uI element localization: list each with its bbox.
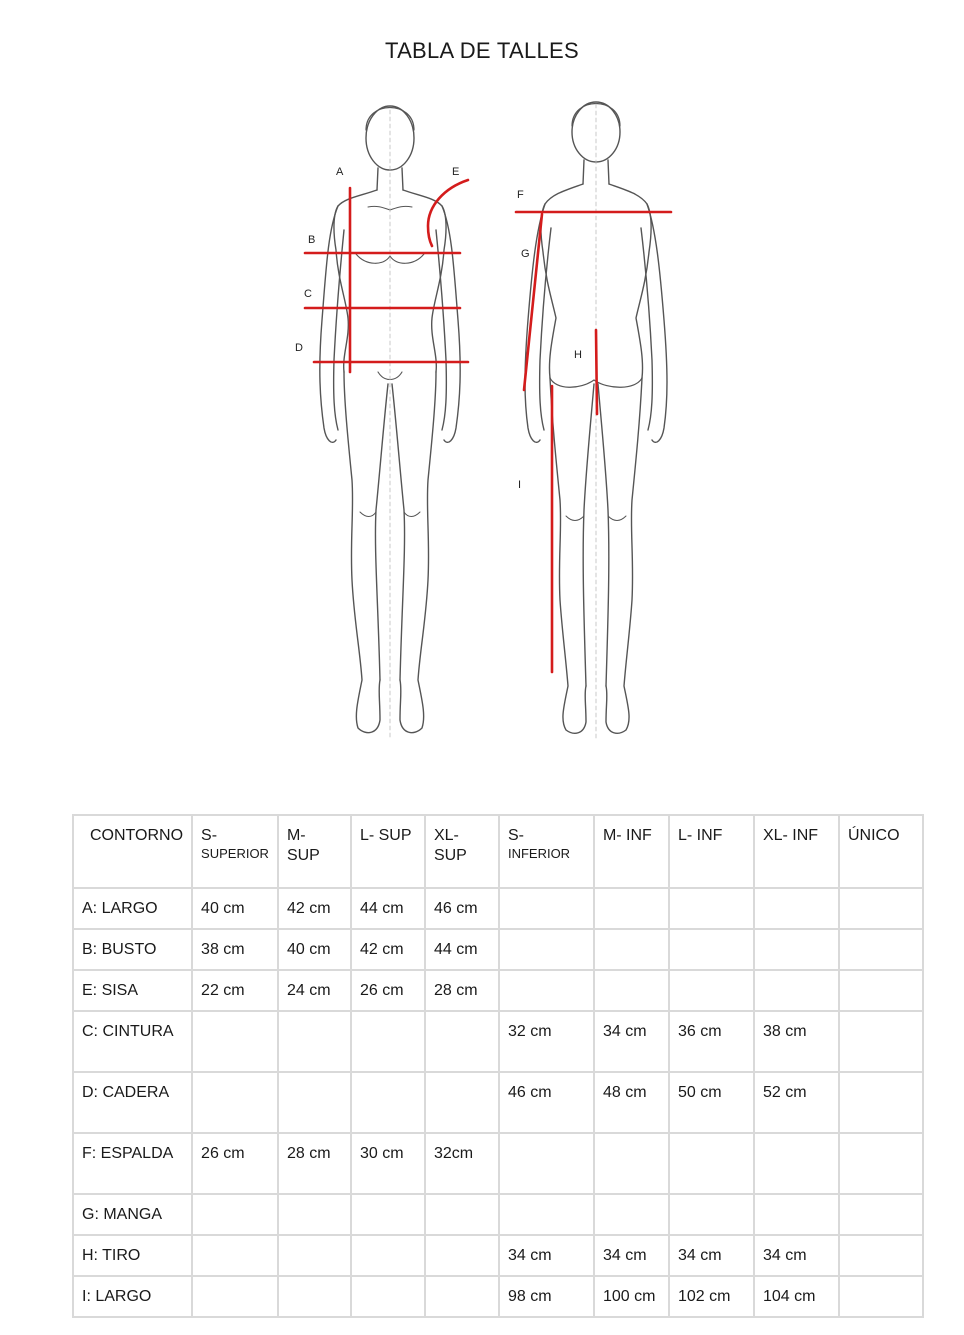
label-f: F <box>517 189 524 201</box>
value-cell: 42 cm <box>351 929 425 970</box>
value-cell <box>754 888 839 929</box>
row-label-cell: I: LARGO <box>73 1276 192 1317</box>
value-cell <box>839 970 923 1011</box>
value-cell: 24 cm <box>278 970 351 1011</box>
value-cell: 34 cm <box>499 1235 594 1276</box>
value-cell: 52 cm <box>754 1072 839 1133</box>
value-cell: 34 cm <box>594 1235 669 1276</box>
value-cell <box>351 1072 425 1133</box>
value-cell: 26 cm <box>351 970 425 1011</box>
row-label-cell: F: ESPALDA <box>73 1133 192 1194</box>
label-b: B <box>308 234 316 246</box>
value-cell: 28 cm <box>278 1133 351 1194</box>
value-cell: 44 cm <box>351 888 425 929</box>
label-i: I <box>518 479 522 491</box>
value-cell <box>669 1194 754 1235</box>
value-cell: 26 cm <box>192 1133 278 1194</box>
header-cell: XL- INF <box>754 815 839 888</box>
row-label-cell: G: MANGA <box>73 1194 192 1235</box>
table-header-row <box>73 815 923 888</box>
value-cell: 28 cm <box>425 970 499 1011</box>
row-label-cell: D: CADERA <box>73 1072 192 1133</box>
value-cell <box>499 1194 594 1235</box>
header-cell: CONTORNO <box>73 815 192 888</box>
value-cell <box>425 1276 499 1317</box>
value-cell <box>839 1276 923 1317</box>
header-cell: L- INF <box>669 815 754 888</box>
value-cell <box>839 888 923 929</box>
value-cell <box>594 888 669 929</box>
value-cell: 32cm <box>425 1133 499 1194</box>
row-label-cell: B: BUSTO <box>73 929 192 970</box>
value-cell <box>839 1194 923 1235</box>
table-row <box>73 1276 923 1317</box>
value-cell <box>351 1011 425 1072</box>
value-cell <box>425 1072 499 1133</box>
back-figure <box>525 102 667 740</box>
value-cell: 22 cm <box>192 970 278 1011</box>
header-cell: M- SUP <box>278 815 351 888</box>
value-cell: 50 cm <box>669 1072 754 1133</box>
value-cell <box>425 1194 499 1235</box>
value-cell <box>839 1011 923 1072</box>
page-title: TABLA DE TALLES <box>384 38 580 63</box>
table-row <box>73 970 923 1011</box>
value-cell <box>839 929 923 970</box>
label-c: C <box>304 288 312 300</box>
value-cell <box>754 970 839 1011</box>
value-cell: 36 cm <box>669 1011 754 1072</box>
row-label-cell: H: TIRO <box>73 1235 192 1276</box>
value-cell <box>278 1276 351 1317</box>
header-cell: S- SUPERIOR <box>192 815 278 888</box>
value-cell <box>839 1072 923 1133</box>
value-cell: 34 cm <box>594 1011 669 1072</box>
table-row <box>73 1133 923 1194</box>
value-cell <box>839 1133 923 1194</box>
row-label-cell: E: SISA <box>73 970 192 1011</box>
value-cell: 34 cm <box>669 1235 754 1276</box>
value-cell: 40 cm <box>192 888 278 929</box>
value-cell: 100 cm <box>594 1276 669 1317</box>
value-cell <box>192 1235 278 1276</box>
value-cell <box>839 1235 923 1276</box>
header-cell: L- SUP <box>351 815 425 888</box>
value-cell: 30 cm <box>351 1133 425 1194</box>
value-cell <box>192 1072 278 1133</box>
value-cell <box>351 1194 425 1235</box>
label-e: E <box>452 166 460 178</box>
table-row <box>73 1194 923 1235</box>
value-cell: 46 cm <box>425 888 499 929</box>
table-row <box>73 1011 923 1072</box>
header-cell: XL- SUP <box>425 815 499 888</box>
label-g: G <box>521 248 530 260</box>
value-cell: 98 cm <box>499 1276 594 1317</box>
value-cell <box>594 970 669 1011</box>
label-h: H <box>574 349 582 361</box>
value-cell: 34 cm <box>754 1235 839 1276</box>
value-cell <box>425 1235 499 1276</box>
value-cell <box>594 929 669 970</box>
value-cell <box>278 1011 351 1072</box>
table-row <box>73 929 923 970</box>
value-cell: 38 cm <box>754 1011 839 1072</box>
back-measure-lines <box>516 212 671 672</box>
value-cell <box>351 1276 425 1317</box>
row-label-cell: C: CINTURA <box>73 1011 192 1072</box>
value-cell <box>499 888 594 929</box>
value-cell <box>669 970 754 1011</box>
value-cell: 104 cm <box>754 1276 839 1317</box>
value-cell <box>754 1133 839 1194</box>
value-cell <box>192 1276 278 1317</box>
value-cell <box>499 1133 594 1194</box>
value-cell <box>425 1011 499 1072</box>
value-cell: 46 cm <box>499 1072 594 1133</box>
front-figure <box>320 106 460 740</box>
table-row <box>73 888 923 929</box>
header-cell: M- INF <box>594 815 669 888</box>
value-cell <box>754 929 839 970</box>
value-cell: 38 cm <box>192 929 278 970</box>
value-cell: 42 cm <box>278 888 351 929</box>
value-cell <box>594 1194 669 1235</box>
table-row <box>73 1235 923 1276</box>
value-cell: 48 cm <box>594 1072 669 1133</box>
value-cell <box>278 1072 351 1133</box>
header-cell: ÚNICO <box>839 815 923 888</box>
value-cell <box>669 929 754 970</box>
value-cell <box>351 1235 425 1276</box>
label-a: A <box>336 166 344 178</box>
value-cell <box>594 1133 669 1194</box>
value-cell: 102 cm <box>669 1276 754 1317</box>
value-cell <box>669 888 754 929</box>
value-cell: 44 cm <box>425 929 499 970</box>
row-label-cell: A: LARGO <box>73 888 192 929</box>
value-cell: 32 cm <box>499 1011 594 1072</box>
size-chart-table <box>72 814 924 1318</box>
value-cell <box>499 929 594 970</box>
value-cell <box>499 970 594 1011</box>
value-cell <box>669 1133 754 1194</box>
value-cell <box>278 1194 351 1235</box>
value-cell: 40 cm <box>278 929 351 970</box>
header-cell: S- INFERIOR <box>499 815 594 888</box>
label-d: D <box>295 342 303 354</box>
table-row <box>73 1072 923 1133</box>
value-cell <box>192 1011 278 1072</box>
value-cell <box>192 1194 278 1235</box>
value-cell <box>754 1194 839 1235</box>
value-cell <box>278 1235 351 1276</box>
